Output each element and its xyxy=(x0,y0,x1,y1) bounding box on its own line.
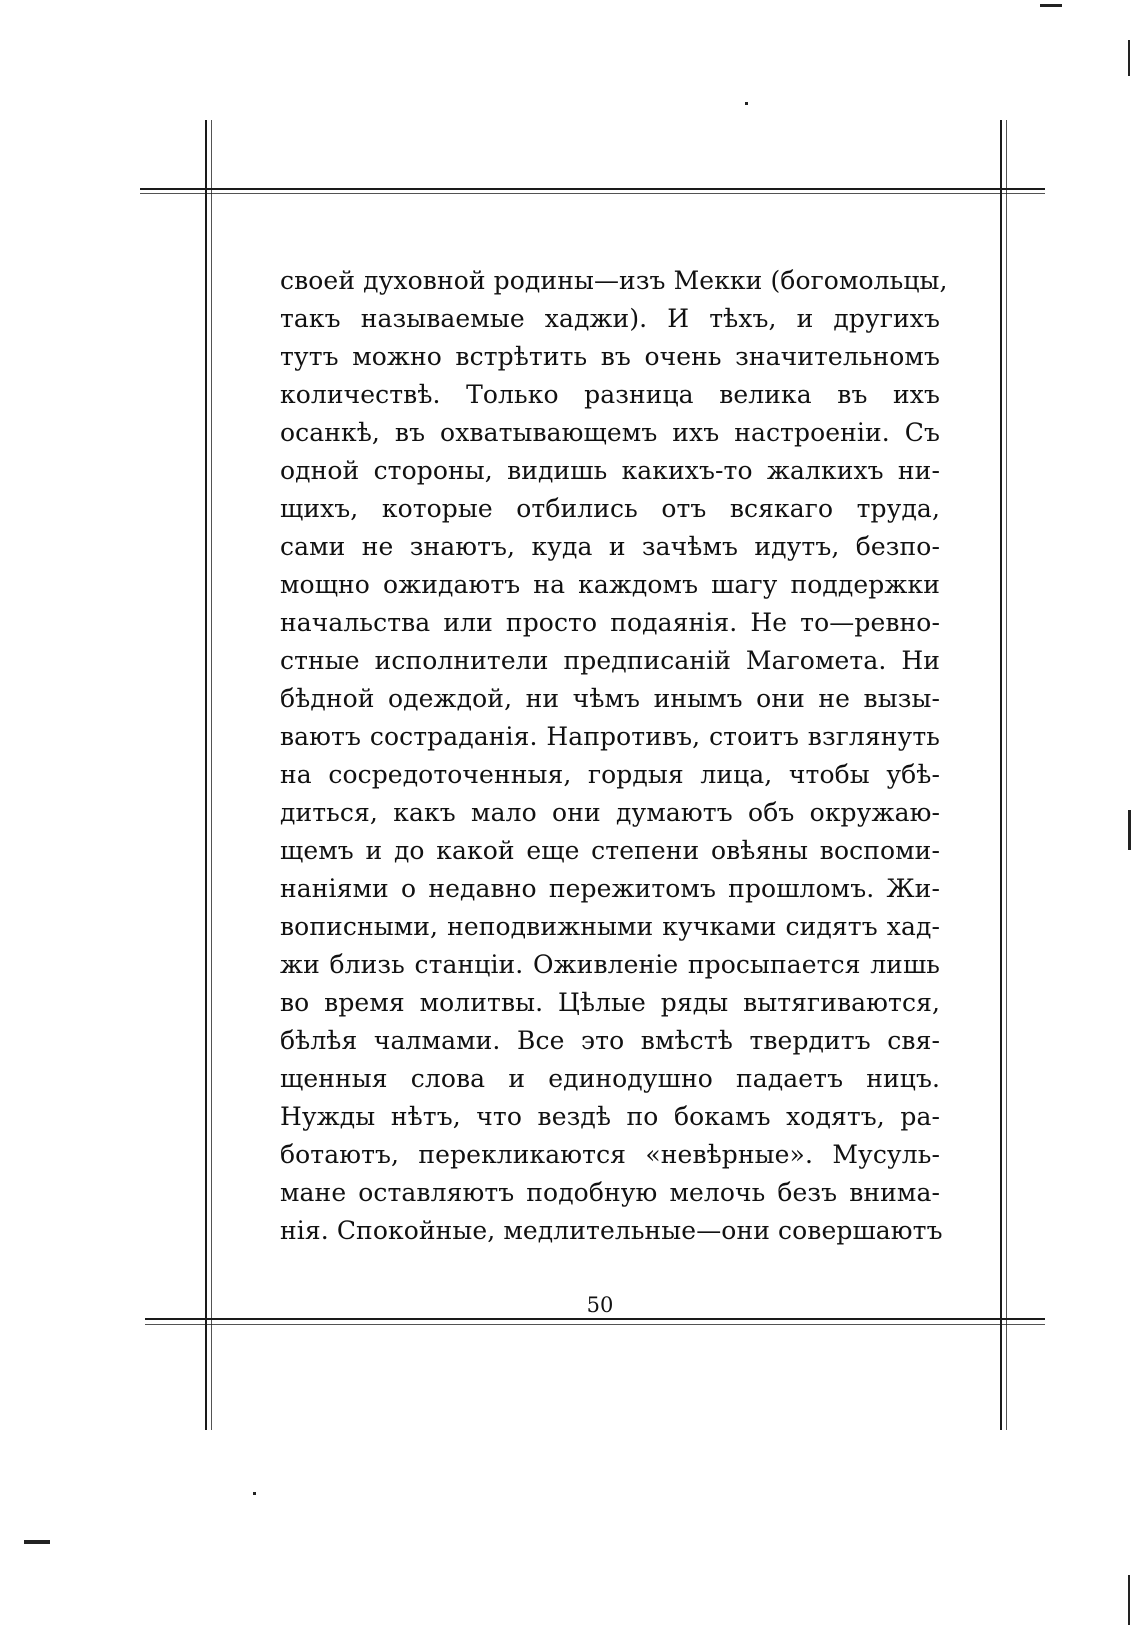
text-line: такъ называемые хаджи). И тѣхъ, и другихъ xyxy=(280,304,940,333)
text-line: количествѣ. Только разница велика въ ихъ xyxy=(280,380,940,409)
text-line: наніями о недавно пережитомъ прошломъ. Жи- xyxy=(280,874,940,903)
text-line: своей духовной родины—изъ Мекки (богомольцы, xyxy=(280,266,948,295)
text-line: осанкѣ, въ охватывающемъ ихъ настроеніи. Съ xyxy=(280,418,940,447)
scan-mark-bottom-left xyxy=(24,1540,50,1544)
text-line: одной стороны, видишь какихъ-то жалкихъ ни- xyxy=(280,456,940,485)
scan-mark-right-edge xyxy=(1128,40,1130,76)
text-line: начальства или просто подаянія. Не то—ревно- xyxy=(280,608,940,637)
frame-bottom-rule-secondary xyxy=(145,1324,1045,1325)
frame-bottom-rule xyxy=(145,1318,1045,1320)
text-line: бѣлѣя чалмами. Все это вмѣстѣ твердитъ свя- xyxy=(280,1026,940,1055)
page-number: 50 xyxy=(586,1293,614,1317)
scan-mark-right-middle xyxy=(1128,810,1131,850)
scan-mark-top-right xyxy=(1040,4,1062,7)
text-line: тутъ можно встрѣтить въ очень значительномъ xyxy=(280,342,940,371)
body-text xyxy=(280,262,948,1250)
text-line: ваютъ состраданія. Напротивъ, стоитъ взглянуть xyxy=(280,722,940,751)
scan-dot-bottom xyxy=(253,1492,256,1495)
text-line: бѣдной одеждой, ни чѣмъ инымъ они не вызы- xyxy=(280,684,940,713)
text-line: щемъ и до какой еще степени овѣяны воспоми- xyxy=(280,836,940,865)
frame-right-rule xyxy=(1000,120,1002,1430)
text-line: на сосредоточенныя, гордыя лица, чтобы убѣ- xyxy=(280,760,940,789)
text-line: ботаютъ, перекликаются «невѣрные». Мусуль- xyxy=(280,1140,940,1169)
text-line: щихъ, которые отбились отъ всякаго труда, xyxy=(280,494,940,523)
text-line: мане оставляютъ подобную мелочь безъ внима- xyxy=(280,1178,940,1207)
scan-dot-top xyxy=(745,102,748,105)
text-line: Нужды нѣтъ, что вездѣ по бокамъ ходятъ, ра- xyxy=(280,1102,940,1131)
text-line: вописными, неподвижными кучками сидятъ хад- xyxy=(280,912,940,941)
text-line: стные исполнители предписаній Магомета. Ни xyxy=(280,646,940,675)
text-line: во время молитвы. Цѣлые ряды вытягиваются, xyxy=(280,988,940,1017)
scan-mark-bottom-right xyxy=(1128,1575,1130,1625)
frame-right-rule-secondary xyxy=(1006,120,1007,1430)
frame-left-rule-secondary xyxy=(211,120,212,1430)
frame-top-rule xyxy=(140,188,1045,190)
text-line: сами не знаютъ, куда и зачѣмъ идутъ, безпо- xyxy=(280,532,940,561)
text-line: жи близь станціи. Оживленіе просыпается лишь xyxy=(280,950,940,979)
text-line: диться, какъ мало они думаютъ объ окружаю- xyxy=(280,798,940,827)
text-line: нія. Спокойные, медлительные—они совершаютъ xyxy=(280,1216,943,1245)
text-line: щенныя слова и единодушно падаетъ ницъ. xyxy=(280,1064,940,1093)
text-line: мощно ожидаютъ на каждомъ шагу поддержки xyxy=(280,570,940,599)
frame-left-rule xyxy=(205,120,207,1430)
frame-top-rule-secondary xyxy=(140,193,1045,194)
